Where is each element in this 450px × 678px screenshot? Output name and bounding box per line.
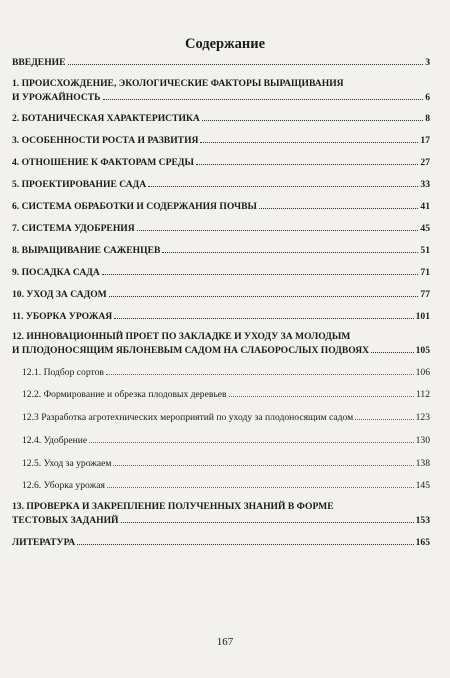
toc-entry-section-12-2 bbox=[22, 388, 430, 402]
toc-entry-text: 1. ПРОИСХОЖДЕНИЕ, ЭКОЛОГИЧЕСКИЕ ФАКТОРЫ ВЫРАЩИВАНИЯ bbox=[12, 78, 344, 89]
toc-entry-text: 11. УБОРКА УРОЖАЯ bbox=[12, 311, 113, 322]
toc-leader-dots bbox=[89, 442, 413, 443]
toc-entry-page: 138 bbox=[415, 458, 430, 469]
toc-entry-page: 145 bbox=[415, 480, 430, 491]
toc-entry-page: 3 bbox=[425, 57, 430, 68]
toc-leader-dots bbox=[355, 419, 413, 420]
toc-leader-dots bbox=[371, 352, 414, 353]
toc-entry-page: 33 bbox=[420, 179, 430, 190]
toc-entry-page: 45 bbox=[420, 223, 430, 234]
toc-leader-dots bbox=[68, 64, 424, 65]
toc-leader-dots bbox=[114, 318, 413, 319]
toc-entry-text: 7. СИСТЕМА УДОБРЕНИЯ bbox=[12, 223, 135, 234]
toc-leader-dots bbox=[103, 99, 424, 100]
toc-entry-chapter-13 bbox=[12, 500, 430, 528]
toc-entry-page: 153 bbox=[415, 515, 430, 526]
toc-leader-dots bbox=[259, 208, 418, 209]
toc-entry-text: 13. ПРОВЕРКА И ЗАКРЕПЛЕНИЕ ПОЛУЧЕННЫХ ЗНАНИЙ В ФОРМЕ bbox=[12, 501, 334, 512]
toc-entry-page: 105 bbox=[415, 345, 430, 356]
toc-entry-text-line2: ТЕСТОВЫХ ЗАДАНИЙ bbox=[12, 515, 119, 526]
toc-entry-text: 5. ПРОЕКТИРОВАНИЕ САДА bbox=[12, 179, 147, 190]
toc-entry-chapter-6 bbox=[12, 200, 430, 214]
toc-entry-chapter-4 bbox=[12, 156, 430, 170]
toc-entry-text: 8. ВЫРАЩИВАНИЕ САЖЕНЦЕВ bbox=[12, 245, 161, 256]
toc-entry-chapter-5 bbox=[12, 178, 430, 192]
toc-entry-page: 27 bbox=[420, 157, 430, 168]
toc-leader-dots bbox=[202, 120, 423, 121]
toc-entry-section-12-3 bbox=[22, 411, 430, 425]
toc-entry-section-12-6 bbox=[22, 479, 430, 493]
toc-leader-dots bbox=[162, 252, 418, 253]
toc-entry-chapter-3 bbox=[12, 134, 430, 148]
toc-leader-dots bbox=[200, 142, 418, 143]
toc-entry-section-12-1 bbox=[22, 366, 430, 380]
toc-leader-dots bbox=[107, 487, 414, 488]
toc-entry-introduction bbox=[12, 56, 430, 70]
toc-leader-dots bbox=[109, 296, 419, 297]
toc-entry-page: 130 bbox=[415, 435, 430, 446]
toc-entry-chapter-7 bbox=[12, 222, 430, 236]
toc-entry-page: 17 bbox=[420, 135, 430, 146]
toc-entry-page: 123 bbox=[415, 412, 430, 423]
toc-leader-dots bbox=[113, 465, 413, 466]
toc-entry-text: 3. ОСОБЕННОСТИ РОСТА И РАЗВИТИЯ bbox=[12, 135, 199, 146]
toc-leader-dots bbox=[77, 544, 413, 545]
toc-entry-text: 2. БОТАНИЧЕСКАЯ ХАРАКТЕРИСТИКА bbox=[12, 113, 200, 124]
page-number: 167 bbox=[216, 636, 234, 648]
toc-entry-text-line2: И УРОЖАЙНОСТЬ bbox=[12, 92, 101, 103]
toc-entry-chapter-12 bbox=[12, 330, 430, 358]
toc-entry-chapter-1 bbox=[12, 77, 430, 105]
toc-entry-text: 12.1. Подбор сортов bbox=[22, 367, 104, 378]
toc-entry-page: 41 bbox=[420, 201, 430, 212]
toc-entry-text: 12.3 Разработка агротехнических мероприятий по уходу за плодоносящим садом bbox=[22, 412, 354, 423]
toc-entry-page: 112 bbox=[415, 389, 430, 400]
toc-entry-text: 6. СИСТЕМА ОБРАБОТКИ И СОДЕРЖАНИЯ ПОЧВЫ bbox=[12, 201, 257, 212]
toc-leader-dots bbox=[106, 374, 414, 375]
toc-entry-text: 12.2. Формирование и обрезка плодовых деревьев bbox=[22, 389, 227, 400]
toc-entry-chapter-9 bbox=[12, 266, 430, 280]
toc-entry-page: 6 bbox=[425, 92, 430, 103]
toc-entry-text-line2: И ПЛОДОНОСЯЩИМ ЯБЛОНЕВЫМ САДОМ НА СЛАБОРОСЛЫХ ПОДВОЯХ bbox=[12, 345, 370, 356]
toc-entry-text: 12.4. Удобрение bbox=[22, 435, 88, 446]
toc-entry-chapter-8 bbox=[12, 244, 430, 258]
toc-entry-page: 8 bbox=[425, 113, 430, 124]
toc-entry-text: 9. ПОСАДКА САДА bbox=[12, 267, 100, 278]
toc-entry-page: 101 bbox=[415, 311, 430, 322]
toc-entry-references bbox=[12, 536, 430, 550]
toc-entry-text: ВВЕДЕНИЕ bbox=[12, 57, 66, 68]
page-title: Содержание bbox=[184, 36, 266, 52]
toc-leader-dots bbox=[137, 230, 419, 231]
toc-entry-chapter-2 bbox=[12, 112, 430, 126]
toc-entry-text: 12.5. Уход за урожаем bbox=[22, 458, 112, 469]
toc-entry-chapter-10 bbox=[12, 288, 430, 302]
toc-entry-page: 77 bbox=[420, 289, 430, 300]
toc-leader-dots bbox=[229, 396, 414, 397]
toc-entry-text: 10. УХОД ЗА САДОМ bbox=[12, 289, 107, 300]
toc-leader-dots bbox=[102, 274, 419, 275]
toc-leader-dots bbox=[196, 164, 419, 165]
toc-leader-dots bbox=[121, 522, 414, 523]
toc-entry-section-12-5 bbox=[22, 457, 430, 471]
toc-entry-page: 106 bbox=[415, 367, 430, 378]
toc-leader-dots bbox=[148, 186, 418, 187]
toc-entry-chapter-11 bbox=[12, 310, 430, 324]
toc-entry-page: 51 bbox=[420, 245, 430, 256]
toc-entry-text: 4. ОТНОШЕНИЕ К ФАКТОРАМ СРЕДЫ bbox=[12, 157, 194, 168]
toc-entry-text: 12. ИННОВАЦИОННЫЙ ПРОЕТ ПО ЗАКЛАДКЕ И УХОДУ ЗА МОЛОДЫМ bbox=[12, 331, 351, 342]
toc-entry-section-12-4 bbox=[22, 434, 430, 448]
toc-entry-text: 12.6. Уборка урожая bbox=[22, 480, 105, 491]
toc-entry-text: ЛИТЕРАТУРА bbox=[12, 537, 76, 548]
toc-entry-page: 165 bbox=[415, 537, 430, 548]
toc-entry-page: 71 bbox=[420, 267, 430, 278]
